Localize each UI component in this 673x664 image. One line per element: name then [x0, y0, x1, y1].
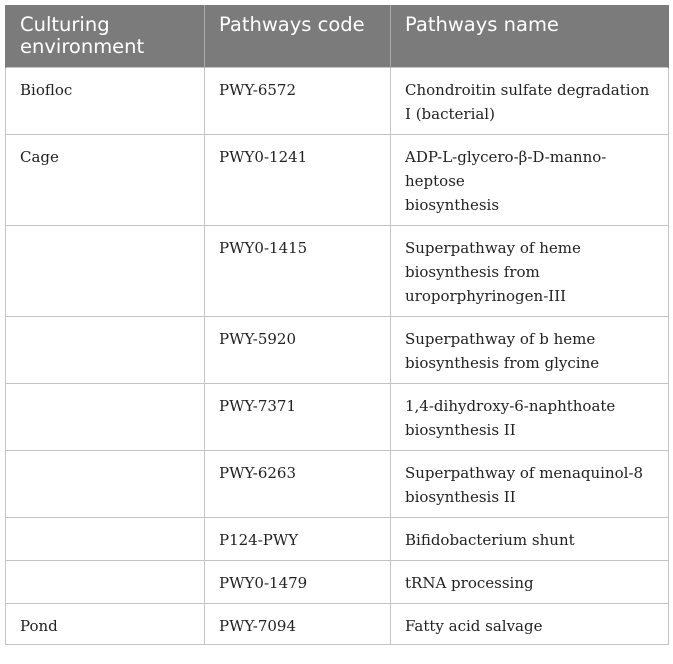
pathways-table-container — [5, 5, 668, 645]
cell-name: Chondroitin sulfate degradation I (bacterial) — [391, 68, 669, 135]
header-pathways-name: Pathways name — [391, 5, 669, 68]
cell-code: PWY0-1241 — [205, 135, 391, 226]
table-header — [6, 5, 669, 68]
cell-code: PWY-6572 — [205, 68, 391, 135]
cell-name: Fatty acid salvage — [391, 604, 669, 645]
table-row — [6, 451, 669, 518]
table-row — [6, 68, 669, 135]
cell-name: tRNA processing — [391, 561, 669, 604]
cell-name: Superpathway of menaquinol-8 biosynthesis II — [391, 451, 669, 518]
cell-environment — [6, 561, 205, 604]
header-row — [6, 5, 669, 68]
cell-code: PWY-5920 — [205, 317, 391, 384]
table-row — [6, 226, 669, 317]
cell-name: 1,4-dihydroxy-6-naphthoate biosynthesis II — [391, 384, 669, 451]
cell-environment — [6, 226, 205, 317]
header-pathways-code: Pathways code — [205, 5, 391, 68]
cell-environment — [6, 384, 205, 451]
cell-environment: Cage — [6, 135, 205, 226]
table-row — [6, 604, 669, 645]
cell-code: PWY-6263 — [205, 451, 391, 518]
cell-environment — [6, 451, 205, 518]
cell-environment — [6, 518, 205, 561]
cell-name: ADP-L-glycero-β-D-manno-heptose biosynthesis — [391, 135, 669, 226]
cell-environment: Pond — [6, 604, 205, 645]
table-row — [6, 518, 669, 561]
table-row — [6, 317, 669, 384]
pathways-table — [5, 5, 669, 645]
header-culturing-environment: Culturing environment — [6, 5, 205, 68]
table-row — [6, 384, 669, 451]
table-row — [6, 561, 669, 604]
table-row — [6, 135, 669, 226]
cell-code: PWY0-1415 — [205, 226, 391, 317]
cell-code: PWY-7371 — [205, 384, 391, 451]
cell-environment: Biofloc — [6, 68, 205, 135]
table-body — [6, 68, 669, 645]
cell-name: Bifidobacterium shunt — [391, 518, 669, 561]
cell-name: Superpathway of heme biosynthesis from uroporphyrinogen-III — [391, 226, 669, 317]
cell-code: PWY0-1479 — [205, 561, 391, 604]
cell-code: P124-PWY — [205, 518, 391, 561]
cell-code: PWY-7094 — [205, 604, 391, 645]
cell-environment — [6, 317, 205, 384]
cell-name: Superpathway of b heme biosynthesis from glycine — [391, 317, 669, 384]
